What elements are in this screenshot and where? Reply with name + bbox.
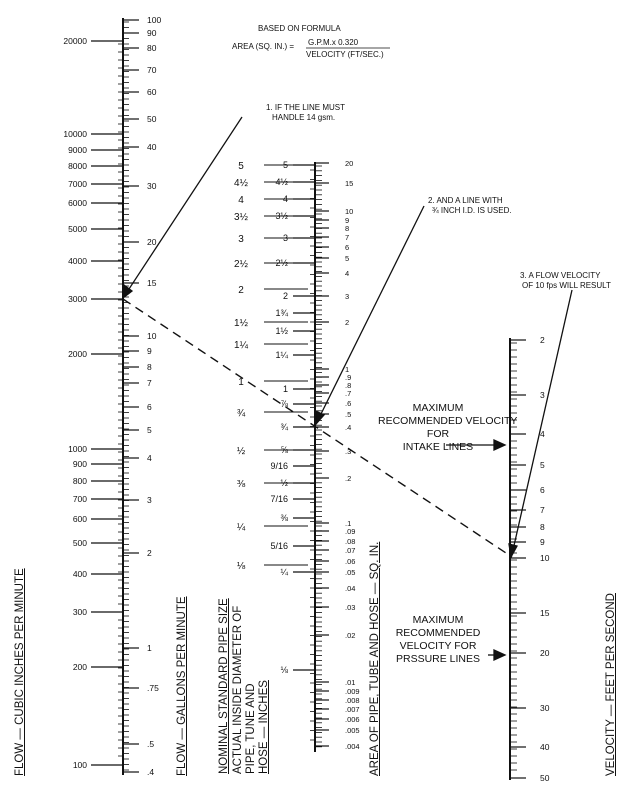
area-tick-label-006: .006 <box>345 715 360 724</box>
note-step3-line2: OF 10 fps WILL RESULT <box>522 281 611 290</box>
area-tick-label-008: .008 <box>345 696 360 705</box>
area-tick-label-6: .6 <box>345 399 352 408</box>
area-tick-label-08: .08 <box>345 537 356 546</box>
nominal-tick-label-1: 1 <box>238 377 244 388</box>
area-tick-label-7: .7 <box>345 389 352 398</box>
cubic-tick-label-200: 200 <box>72 662 87 672</box>
max-pressure-l2: RECOMMENDED <box>395 627 481 639</box>
velocity-tick-label-9: 9 <box>540 537 545 547</box>
area-tick-label-5: .5 <box>345 410 352 419</box>
cubic-tick-label-600: 600 <box>72 514 87 524</box>
cubic-tick-label-2000: 2000 <box>68 349 87 359</box>
axis-label-actual-l1: ACTUAL INSIDE DIAMETER OF <box>232 605 244 774</box>
max-intake-l4: INTAKE LINES <box>402 441 474 453</box>
nominal-tick-label-x: ½ <box>236 446 246 457</box>
area-tick-label-009: .009 <box>345 687 360 696</box>
diameter-tick-label-1: 1¼ <box>275 350 288 360</box>
cubic-tick-label-6000: 6000 <box>68 198 87 208</box>
cubic-tick-label-20000: 20000 <box>63 36 87 46</box>
gpm-tick-label-4: .4 <box>147 767 155 777</box>
max-intake-l1: MAXIMUM <box>412 402 464 414</box>
gpm-tick-label-5: .5 <box>147 739 155 749</box>
diameter-tick-label-x: ½ <box>280 478 288 488</box>
area-tick-label-4: .4 <box>345 423 352 432</box>
area-tick-label-05: .05 <box>345 568 356 577</box>
velocity-tick-label-7: 7 <box>540 505 545 515</box>
inside-diameter-scale <box>270 160 315 675</box>
area-tick-label-007: .007 <box>345 705 360 714</box>
gpm-tick-label-5: 5 <box>147 425 152 435</box>
velocity-tick-label-6: 6 <box>540 485 545 495</box>
velocity-tick-label-15: 15 <box>540 608 550 618</box>
note-step1-line2: HANDLE 14 gsm. <box>272 113 336 122</box>
diameter-tick-label-x: ¾ <box>280 422 288 432</box>
diameter-tick-label-3: 3½ <box>275 211 288 221</box>
velocity-tick-label-40: 40 <box>540 742 550 752</box>
axis-label-gallons: FLOW — GALLONS PER MINUTE <box>176 596 188 776</box>
cubic-tick-label-800: 800 <box>72 476 87 486</box>
velocity-tick-label-8: 8 <box>540 522 545 532</box>
cubic-tick-label-10000: 10000 <box>63 129 87 139</box>
nominal-tick-label-x: ⅜ <box>236 479 246 490</box>
cubic-tick-label-300: 300 <box>72 607 87 617</box>
diameter-tick-label-x: ¼ <box>280 567 288 577</box>
gpm-tick-label-75: .75 <box>147 683 159 693</box>
cubic-tick-label-1000: 1000 <box>68 444 87 454</box>
diameter-tick-label-x: ⅜ <box>280 513 288 523</box>
cubic-tick-label-400: 400 <box>72 569 87 579</box>
axis-label-actual-l2: PIPE, TUNE AND <box>245 683 257 774</box>
area-tick-label-6: 6 <box>345 243 350 252</box>
gpm-tick-label-10: 10 <box>147 331 157 341</box>
gpm-tick-label-20: 20 <box>147 237 157 247</box>
area-tick-label-15: 15 <box>345 179 354 188</box>
gpm-tick-label-15: 15 <box>147 278 157 288</box>
diameter-tick-label-1: 1½ <box>275 326 288 336</box>
diameter-tick-label-2: 2½ <box>275 258 288 268</box>
diameter-tick-label-4: 4 <box>282 194 288 204</box>
arrowhead-pressure <box>494 650 505 660</box>
diameter-tick-label-3: 3 <box>282 233 288 243</box>
diameter-tick-label-9-16: 9/16 <box>270 461 288 471</box>
area-tick-label-20: 20 <box>345 159 354 168</box>
area-tick-label-3: .3 <box>345 447 352 456</box>
gpm-tick-label-7: 7 <box>147 378 152 388</box>
nominal-size-scale <box>234 161 308 572</box>
note-step3 <box>520 271 611 291</box>
diameter-tick-label-x: ⅞ <box>280 399 288 409</box>
gpm-tick-label-100: 100 <box>147 15 162 25</box>
axis-label-area: AREA OF PIPE, TUBE AND HOSE — SQ. IN. <box>369 541 381 776</box>
area-tick-label-07: .07 <box>345 546 356 555</box>
area-tick-label-8: 8 <box>345 224 350 233</box>
axis-label-actual <box>232 606 271 774</box>
area-tick-label-2: 2 <box>345 318 350 327</box>
gpm-tick-label-1: 1 <box>147 643 152 653</box>
formula-numerator: G.P.M.x 0.320 <box>308 38 359 47</box>
diameter-tick-label-4: 4½ <box>275 177 288 187</box>
area-tick-label-8: .8 <box>345 381 352 390</box>
velocity-scale <box>510 335 550 783</box>
gpm-tick-label-70: 70 <box>147 65 157 75</box>
area-tick-label-4: 4 <box>345 269 350 278</box>
cubic-tick-label-4000: 4000 <box>68 256 87 266</box>
gpm-tick-label-9: 9 <box>147 346 152 356</box>
arrowhead-step2 <box>316 411 324 424</box>
diameter-tick-label-7-16: 7/16 <box>270 494 288 504</box>
max-intake-label <box>378 402 518 454</box>
area-tick-label-2: .2 <box>345 474 352 483</box>
area-tick-label-02: .02 <box>345 631 356 640</box>
nominal-tick-label-4: 4 <box>238 195 244 206</box>
note-step1 <box>266 103 345 123</box>
gpm-tick-label-30: 30 <box>147 181 157 191</box>
diameter-tick-label-1: 1¾ <box>275 308 288 318</box>
diameter-tick-label-x: ⅛ <box>280 665 288 675</box>
gpm-tick-label-6: 6 <box>147 402 152 412</box>
max-pressure-l1: MAXIMUM <box>412 614 464 626</box>
diameter-tick-label-5-16: 5/16 <box>270 541 288 551</box>
velocity-tick-label-50: 50 <box>540 773 550 783</box>
cubic-tick-label-700: 700 <box>72 494 87 504</box>
note-step2-line2: ¾ INCH I.D. IS USED. <box>432 206 512 215</box>
nominal-tick-label-3: 3½ <box>234 212 248 223</box>
area-tick-label-5: 5 <box>345 254 350 263</box>
area-tick-label-09: .09 <box>345 527 356 536</box>
cubic-tick-label-8000: 8000 <box>68 161 87 171</box>
area-tick-label-1: .1 <box>345 519 352 528</box>
cubic-tick-label-5000: 5000 <box>68 224 87 234</box>
note-step3-line1: 3. A FLOW VELOCITY <box>520 271 601 280</box>
area-tick-label-06: .06 <box>345 557 356 566</box>
diameter-tick-label-x: ⅝ <box>280 445 288 455</box>
max-intake-l2: RECOMMENDED VELOCITY <box>378 415 518 427</box>
cubic-tick-label-3000: 3000 <box>68 294 87 304</box>
max-pressure-label <box>386 614 490 666</box>
velocity-tick-label-5: 5 <box>540 460 545 470</box>
velocity-tick-label-10: 10 <box>540 553 550 563</box>
gpm-tick-label-40: 40 <box>147 142 157 152</box>
axis-label-nominal: NOMINAL STANDARD PIPE SIZE <box>218 598 230 774</box>
nominal-tick-label-1: 1¼ <box>234 340 248 351</box>
formula-lhs: AREA (SQ. IN.) = <box>232 42 295 51</box>
gpm-tick-label-90: 90 <box>147 28 157 38</box>
nominal-tick-label-x: ¼ <box>236 522 246 533</box>
gpm-tick-label-8: 8 <box>147 362 152 372</box>
area-tick-label-1: 1 <box>345 365 350 374</box>
velocity-tick-label-2: 2 <box>540 335 545 345</box>
cubic-inches-scale <box>63 36 123 770</box>
gpm-tick-label-50: 50 <box>147 114 157 124</box>
area-tick-label-04: .04 <box>345 584 356 593</box>
note-step2-line1: 2. AND A LINE WITH <box>428 196 503 205</box>
cubic-tick-label-900: 900 <box>72 459 87 469</box>
diameter-tick-label-1: 1 <box>282 384 288 394</box>
nominal-tick-label-4: 4½ <box>234 178 248 189</box>
area-tick-label-01: .01 <box>345 678 356 687</box>
area-tick-label-3: 3 <box>345 292 350 301</box>
axis-label-actual-l3: HOSE — INCHES <box>258 680 270 774</box>
gpm-tick-label-60: 60 <box>147 87 157 97</box>
diameter-tick-label-5: 5 <box>282 160 288 170</box>
axis-label-velocity: VELOCITY — FEET PER SECOND <box>605 593 617 776</box>
cubic-tick-label-100: 100 <box>72 760 87 770</box>
cubic-tick-label-500: 500 <box>72 538 87 548</box>
diameter-tick-label-2: 2 <box>282 291 288 301</box>
cubic-tick-label-9000: 9000 <box>68 145 87 155</box>
gpm-tick-label-80: 80 <box>147 43 157 53</box>
axis-label-cubic: FLOW — CUBIC INCHES PER MINUTE <box>14 568 26 776</box>
arrow-step2 <box>319 206 424 418</box>
nominal-tick-label-2: 2 <box>238 285 244 296</box>
area-tick-label-03: .03 <box>345 603 356 612</box>
velocity-tick-label-4: 4 <box>540 429 545 439</box>
nominal-tick-label-5: 5 <box>238 161 244 172</box>
max-intake-l3: FOR <box>426 428 450 440</box>
area-tick-label-9: .9 <box>345 373 352 382</box>
nominal-tick-label-3: 3 <box>238 234 244 245</box>
arrowhead-step3 <box>509 544 517 557</box>
arrow-step1 <box>127 117 242 292</box>
cubic-tick-label-7000: 7000 <box>68 179 87 189</box>
nominal-tick-label-2: 2½ <box>234 259 248 270</box>
nominal-tick-label-x: ¾ <box>236 408 246 419</box>
area-tick-label-9: 9 <box>345 216 350 225</box>
velocity-tick-label-30: 30 <box>540 703 550 713</box>
area-tick-label-10: 10 <box>345 207 354 216</box>
note-step2 <box>428 196 512 216</box>
max-pressure-l3: VELOCITY FOR <box>399 640 477 652</box>
nominal-tick-label-1: 1½ <box>234 318 248 329</box>
formula-heading: BASED ON FORMULA <box>258 24 341 33</box>
nominal-tick-label-x: ⅛ <box>236 561 246 572</box>
formula-denominator: VELOCITY (FT/SEC.) <box>306 50 384 59</box>
note-step1-line1: 1. IF THE LINE MUST <box>266 103 345 112</box>
gpm-tick-label-2: 2 <box>147 548 152 558</box>
area-tick-label-004: .004 <box>345 742 360 751</box>
gpm-tick-label-4: 4 <box>147 453 152 463</box>
area-tick-label-7: 7 <box>345 233 350 242</box>
max-pressure-l4: PRSSURE LINES <box>395 653 481 665</box>
area-tick-label-005: .005 <box>345 726 360 735</box>
gpm-tick-label-3: 3 <box>147 495 152 505</box>
velocity-tick-label-3: 3 <box>540 390 545 400</box>
velocity-tick-label-20: 20 <box>540 648 550 658</box>
